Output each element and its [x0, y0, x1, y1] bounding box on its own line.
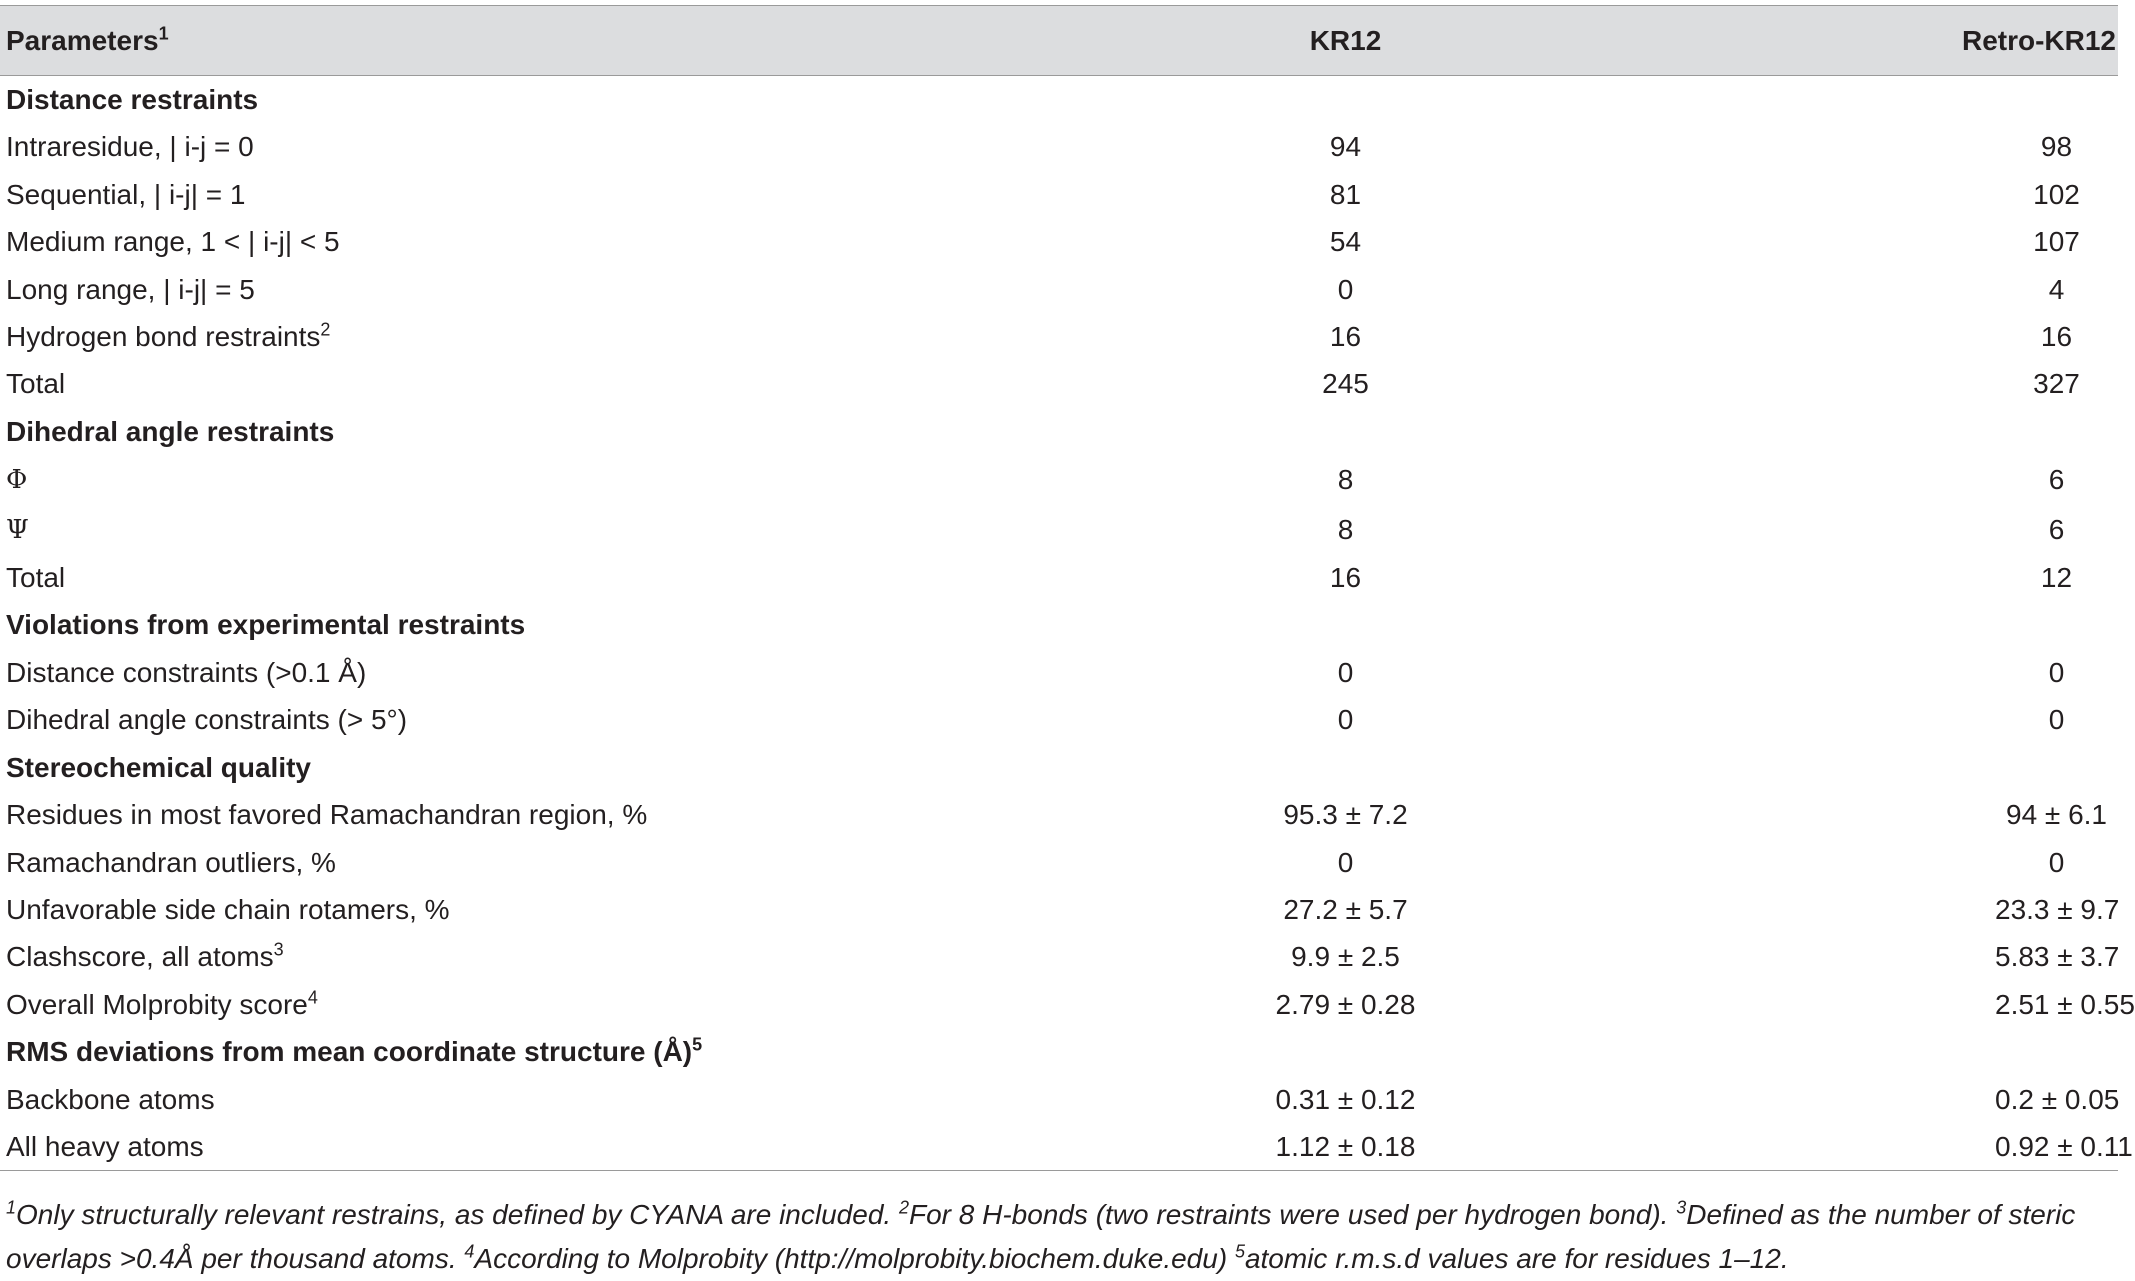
table-row: [0, 505, 2118, 554]
cell-retro-kr12: 94 ± 6.1: [2006, 799, 2107, 831]
row-label-text: Distance constraints (>0.1 Å): [6, 656, 367, 688]
section-title: [0, 601, 2118, 648]
table-row: [0, 696, 2118, 743]
section-title-text: Distance restraints: [6, 84, 259, 115]
table-row: [0, 1123, 2118, 1171]
cell-kr12: 2.79 ± 0.28: [1275, 988, 1416, 1020]
row-label: [0, 1123, 1150, 1171]
cell-kr12: 8: [1337, 464, 1354, 496]
row-label: [0, 266, 1150, 313]
cell-retro-kr12: 12: [2040, 562, 2073, 594]
section-header-row: [0, 76, 2118, 124]
table-row: [0, 649, 2118, 696]
row-label-text: Φ: [6, 465, 28, 496]
row-label-text: Sequential, | i-j| = 1: [6, 178, 246, 210]
footnote-mark: 1: [6, 1197, 17, 1218]
row-label: [0, 696, 1150, 743]
table-row: [0, 171, 2118, 218]
row-label-sup: 2: [320, 319, 331, 340]
section-title-text: Stereochemical quality: [6, 751, 312, 783]
table-row: [0, 839, 2118, 886]
cell-kr12: 16: [1329, 562, 1362, 594]
row-label-text: Unfavorable side chain rotamers, %: [6, 893, 450, 925]
row-label: [0, 218, 1150, 265]
cell-retro-kr12: 0.2 ± 0.05: [1995, 1083, 2120, 1115]
footnote-text: Defined as the number of steric overlaps >0.4Å per thousand atoms.: [6, 1199, 2076, 1274]
table-row: [0, 554, 2118, 601]
footnote-mark: 3: [1676, 1197, 1687, 1218]
cell-kr12: 27.2 ± 5.7: [1283, 893, 1408, 925]
cell-kr12: 9.9 ± 2.5: [1291, 941, 1400, 973]
row-label-text: Dihedral angle constraints (> 5°): [6, 704, 408, 736]
row-label-sup: 4: [307, 987, 318, 1008]
cell-retro-kr12: 0: [2048, 846, 2065, 878]
row-label: [0, 360, 1150, 407]
table-row: [0, 981, 2118, 1028]
table-row: [0, 455, 2118, 504]
cell-kr12: 8: [1337, 513, 1354, 545]
cell-retro-kr12: 0.92 ± 0.11: [1541, 1123, 2118, 1171]
row-label-text: Overall Molprobity score: [6, 988, 308, 1020]
row-label-text: Clashscore, all atoms: [6, 941, 274, 973]
row-label-text: Ramachandran outliers, %: [6, 846, 336, 878]
cell-kr12: 0: [1337, 273, 1354, 305]
row-label-text: Total: [6, 368, 66, 400]
table-row: [0, 933, 2118, 980]
row-label: [0, 505, 1150, 554]
row-label: [0, 123, 1150, 170]
row-label-text: All heavy atoms: [6, 1130, 204, 1162]
row-label: [0, 981, 1150, 1028]
section-header-row: [0, 1028, 2118, 1075]
section-title: [0, 76, 2118, 124]
cell-retro-kr12: 16: [2040, 321, 2073, 353]
cell-kr12: 0: [1337, 656, 1354, 688]
cell-kr12: 0.31 ± 0.12: [1275, 1083, 1416, 1115]
cell-retro-kr12: 5.83 ± 3.7: [1995, 941, 2120, 973]
cell-retro-kr12: 102: [2033, 178, 2080, 210]
table-body: [0, 76, 2135, 1171]
header-parameters-label: Parameters: [6, 25, 159, 56]
table-footnotes: [6, 1193, 2112, 1281]
table-row: [0, 886, 2118, 933]
row-label-text: Hydrogen bond restraints: [6, 321, 321, 353]
cell-kr12: 95.3 ± 7.2: [1283, 799, 1408, 831]
cell-kr12: 54: [1329, 226, 1362, 258]
header-parameters-sup: 1: [158, 23, 169, 44]
table-row: [0, 791, 2118, 838]
footnote-mark: 2: [898, 1197, 909, 1218]
row-label: [0, 886, 1150, 933]
footnote-mark: 4: [464, 1241, 475, 1262]
section-title-sup: 5: [692, 1034, 703, 1055]
footnote-text: Only structurally relevant restrains, as defined by CYANA are included.: [16, 1199, 892, 1230]
row-label: [0, 791, 1150, 838]
cell-retro-kr12: 107: [2033, 226, 2080, 258]
row-label-text: Intraresidue, | i-j = 0: [6, 131, 254, 163]
cell-retro-kr12: 327: [2033, 368, 2080, 400]
row-label-text: Ψ: [6, 514, 29, 545]
row-label: [0, 933, 1150, 980]
row-label: [0, 313, 1150, 360]
cell-kr12: 94: [1329, 131, 1362, 163]
row-label: [0, 171, 1150, 218]
table-row: [0, 313, 2118, 360]
section-title: [0, 408, 2118, 455]
footnote-text: For 8 H-bonds (two restraints were used per hydrogen bond).: [908, 1199, 1669, 1230]
section-title-text: Violations from experimental restraints: [6, 609, 526, 641]
section-title: [0, 744, 2118, 791]
row-label-sup: 3: [273, 939, 284, 960]
cell-kr12: 245: [1322, 368, 1369, 400]
section-header-row: [0, 744, 2118, 791]
section-header-row: [0, 408, 2118, 455]
cell-kr12: 0: [1337, 846, 1354, 878]
table-row: [0, 123, 2118, 170]
header-parameters: [0, 6, 1150, 76]
row-label-text: Long range, | i-j| = 5: [6, 273, 255, 305]
row-label-text: Medium range, 1 < | i-j| < 5: [6, 226, 340, 258]
row-label: [0, 455, 1150, 504]
section-header-row: [0, 601, 2118, 648]
cell-retro-kr12: 23.3 ± 9.7: [1995, 893, 2120, 925]
cell-retro-kr12: 98: [2040, 131, 2073, 163]
header-kr12: KR12: [1150, 6, 1541, 76]
cell-kr12: 0: [1337, 704, 1354, 736]
table-row: [0, 266, 2118, 313]
row-label-text: Backbone atoms: [6, 1083, 215, 1115]
table-header-row: [0, 6, 2118, 76]
row-label: [0, 649, 1150, 696]
row-label: [0, 554, 1150, 601]
section-title-text: RMS deviations from mean coordinate structure (Å): [6, 1036, 693, 1068]
table-row: [0, 1076, 2118, 1123]
footnote-text: According to Molprobity (http://molprobity.biochem.duke.edu): [474, 1243, 1228, 1274]
section-title-text: Dihedral angle restraints: [6, 415, 335, 447]
table-row: [0, 360, 2118, 407]
cell-retro-kr12: 4: [2048, 273, 2065, 305]
row-label: [0, 839, 1150, 886]
cell-retro-kr12: 0: [2048, 656, 2065, 688]
cell-kr12: 1.12 ± 0.18: [1150, 1123, 1541, 1171]
table-row: [0, 218, 2118, 265]
footnote-mark: 5: [1234, 1241, 1245, 1262]
cell-retro-kr12: 6: [2048, 464, 2065, 496]
row-label: [0, 1076, 1150, 1123]
cell-kr12: 16: [1329, 321, 1362, 353]
row-label-text: Residues in most favored Ramachandran region, %: [6, 799, 648, 831]
cell-retro-kr12: 6: [2048, 513, 2065, 545]
cell-retro-kr12: 2.51 ± 0.55: [1995, 988, 2135, 1020]
cell-retro-kr12: 0: [2048, 704, 2065, 736]
footnote-text: atomic r.m.s.d values are for residues 1–12.: [1244, 1243, 1789, 1274]
section-title: [0, 1028, 2118, 1075]
cell-kr12: 81: [1329, 178, 1362, 210]
parameters-table: [0, 5, 2135, 1171]
row-label-text: Total: [6, 562, 66, 594]
header-retro-kr12: Retro-KR12: [1541, 6, 2118, 76]
